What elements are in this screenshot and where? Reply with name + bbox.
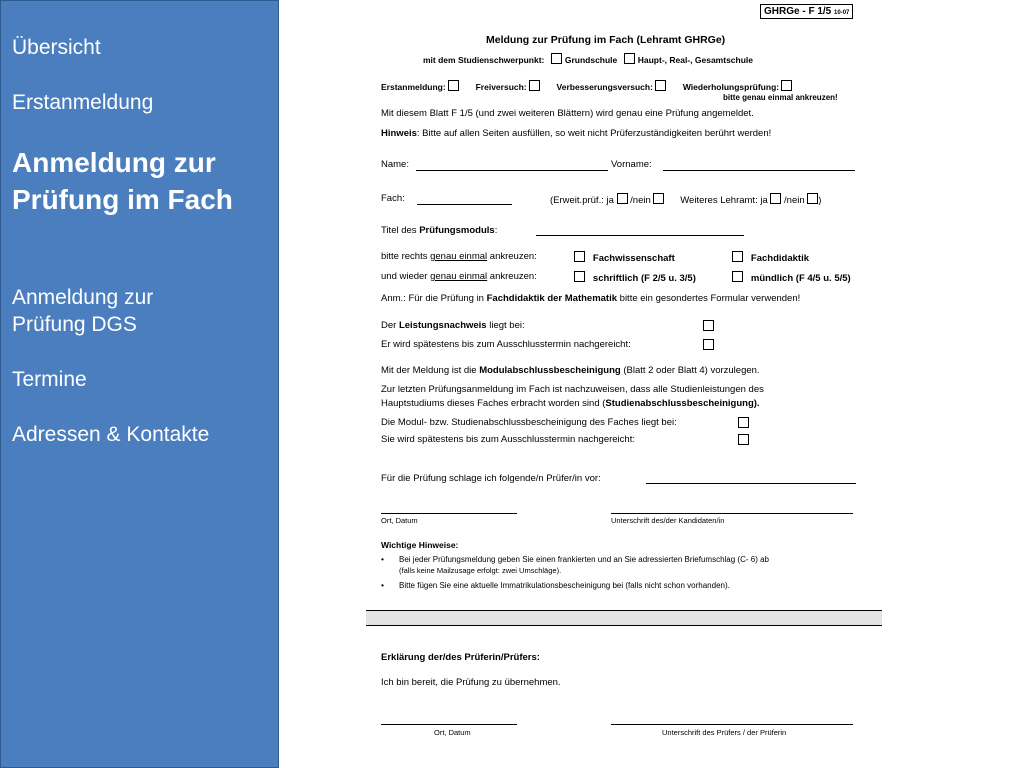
leistung-post: liegt bei: xyxy=(486,320,525,331)
bullet-2: • xyxy=(381,580,384,590)
letzten-line2-bold: Studienabschlussbescheinigung). xyxy=(605,398,760,409)
erstanmeldung-label: Erstanmeldung: xyxy=(381,82,446,92)
modul-bzw-label: Die Modul- bzw. Studienabschlussbescheinigung des Faches liegt bei: xyxy=(381,417,677,428)
form-title: Meldung zur Prüfung im Fach (Lehramt GHRGe) xyxy=(486,34,726,46)
letzten-line2-pre: Hauptstudiums dieses Faches erbracht worden sind ( xyxy=(381,398,606,409)
fach-field-line[interactable] xyxy=(417,204,512,205)
erweit-nein-label: /nein xyxy=(630,195,651,206)
fachdidaktik-label: Fachdidaktik xyxy=(750,253,809,264)
separator-band xyxy=(366,610,882,626)
close-paren: ) xyxy=(818,195,822,206)
unterschrift-pruefer-label: Unterschrift des Prüfers / der Prüferin xyxy=(662,728,787,737)
anm-bold: Fachdidaktik der Mathematik xyxy=(486,293,618,304)
checkbox-erstanmeldung[interactable] xyxy=(448,80,459,91)
erklaerung-pruefer-title: Erklärung der/des Prüferin/Prüfers: xyxy=(381,652,540,663)
nachgereicht-1-checkbox-wrap xyxy=(703,339,714,353)
ort-datum-2-line[interactable] xyxy=(381,724,517,725)
checkbox-erweit-ja[interactable] xyxy=(617,193,628,204)
weiteres-nein-label: /nein xyxy=(784,195,805,206)
titel-pruefungsmodul-label xyxy=(381,225,497,237)
titel-bold: Prüfungsmoduls xyxy=(419,225,495,236)
bereit-text: Ich bin bereit, die Prüfung zu übernehmen. xyxy=(381,677,561,688)
leistung-pre: Der xyxy=(381,320,399,331)
checkbox-schriftlich[interactable] xyxy=(574,271,585,282)
checkbox-fachwissenschaft[interactable] xyxy=(574,251,585,262)
sidebar-nav xyxy=(0,0,279,768)
schwerpunkt-option-grundschule: Grundschule xyxy=(564,55,618,65)
modul-pre: Mit der Meldung ist die xyxy=(381,365,480,376)
titel-field-line[interactable] xyxy=(536,235,744,236)
bullet-1: • xyxy=(381,554,384,564)
checkbox-modul-bzw[interactable] xyxy=(738,417,749,428)
hinweis-2: Bitte fügen Sie eine aktuelle Immatrikulationsbescheinigung bei (falls nicht schon vorhanden). xyxy=(399,581,730,590)
modul-post: (Blatt 2 oder Blatt 4) vorzulegen. xyxy=(620,365,760,376)
checkbox-freiversuch[interactable] xyxy=(529,80,540,91)
checkbox-haupt-real-gesamtschule[interactable] xyxy=(624,53,635,64)
fachwissenschaft-option xyxy=(574,251,675,265)
rechts-post: ankreuzen: xyxy=(487,251,537,262)
nav-item-anmeldung-dgs[interactable]: Anmeldung zur Prüfung DGS xyxy=(12,286,154,336)
checkbox-weiteres-nein[interactable] xyxy=(807,193,818,204)
unterschrift-pruefer-line[interactable] xyxy=(611,724,853,725)
erweit-row xyxy=(550,193,821,207)
titel-colon: : xyxy=(494,225,498,236)
titel-prefix: Titel des xyxy=(381,225,420,236)
wieder-pre: und wieder xyxy=(381,271,431,282)
form-document xyxy=(366,0,882,768)
pruefer-vorschlag-line[interactable] xyxy=(646,483,856,484)
modul-bzw-checkbox-wrap xyxy=(738,417,749,431)
checkbox-wiederholung[interactable] xyxy=(781,80,792,91)
erweit-label: (Erweit.prüf.: ja xyxy=(550,195,614,206)
wichtige-hinweise-title: Wichtige Hinweise: xyxy=(381,540,459,550)
ort-datum-2-label: Ort, Datum xyxy=(434,728,471,737)
ort-datum-label: Ort, Datum xyxy=(381,516,418,525)
hinweis-1-line1: Bei jeder Prüfungsmeldung geben Sie einen frankierten und an Sie adressierten Briefumschlag (C- 6) ab xyxy=(399,555,769,564)
bitte-einmal-note: bitte genau einmal ankreuzen! xyxy=(723,93,838,102)
name-label: Name: xyxy=(381,159,409,170)
leistungsnachweis-checkbox-wrap xyxy=(703,320,714,334)
letzten-line2 xyxy=(381,398,760,410)
fachdidaktik-option xyxy=(732,251,809,265)
schriftlich-label: schriftlich (F 2/5 u. 3/5) xyxy=(592,273,696,284)
checkbox-fachdidaktik[interactable] xyxy=(732,251,743,262)
weiteres-lehramt-label: Weiteres Lehramt: ja xyxy=(680,195,768,206)
schwerpunkt-row xyxy=(423,53,753,66)
checkbox-nachgereicht-1[interactable] xyxy=(703,339,714,350)
checkbox-erweit-nein[interactable] xyxy=(653,193,664,204)
modul-bold: Modulabschlussbescheinigung xyxy=(479,365,621,376)
nav-item-anmeldung-fach-active[interactable]: Anmeldung zur Prüfung im Fach xyxy=(12,147,233,215)
hinweis-text xyxy=(381,128,771,140)
freiversuch-label: Freiversuch: xyxy=(475,82,527,92)
muendlich-label: mündlich (F 4/5 u. 5/5) xyxy=(750,273,851,284)
checkbox-muendlich[interactable] xyxy=(732,271,743,282)
fachwissenschaft-label: Fachwissenschaft xyxy=(592,253,675,264)
form-code-version: 10-07 xyxy=(834,10,850,16)
anm-post: bitte ein gesondertes Formular verwenden! xyxy=(617,293,801,304)
letzten-line1: Zur letzten Prüfungsanmeldung im Fach ist nachzuweisen, dass alle Studienleistungen des xyxy=(381,384,764,395)
leistungsnachweis-label xyxy=(381,320,525,332)
nav-item-erstanmeldung[interactable]: Erstanmeldung xyxy=(12,91,154,114)
ort-datum-line[interactable] xyxy=(381,513,517,514)
hinweis-label: Hinweis xyxy=(381,128,417,139)
unterschrift-kandidat-label: Unterschrift des/der Kandidaten/in xyxy=(611,516,725,525)
muendlich-option xyxy=(732,271,851,285)
name-field-line[interactable] xyxy=(416,170,608,171)
hinweis-body: : Bitte auf allen Seiten ausfüllen, so weit nicht Prüferzuständigkeiten berührt werden! xyxy=(416,128,772,139)
genau-einmal-2: genau einmal xyxy=(430,271,488,282)
verbesserung-label: Verbesserungsversuch: xyxy=(556,82,653,92)
nav-item-adressen-kontakte[interactable]: Adressen & Kontakte xyxy=(12,423,210,446)
vorname-field-line[interactable] xyxy=(663,170,855,171)
leistung-bold: Leistungsnachweis xyxy=(398,320,487,331)
form-code: GHRGe - F 1/5 xyxy=(764,6,832,17)
schwerpunkt-option-haupt-real: Haupt-, Real-, Gesamtschule xyxy=(637,55,754,65)
wieder-post: ankreuzen: xyxy=(487,271,537,282)
intro-text: Mit diesem Blatt F 1/5 (und zwei weiteren Blättern) wird genau eine Prüfung angemeldet. xyxy=(381,108,754,119)
nachgereicht-1-label: Er wird spätestens bis zum Ausschlusstermin nachgereicht: xyxy=(381,339,631,350)
anm-fachdidaktik-mathematik xyxy=(381,293,800,305)
checkbox-verbesserung[interactable] xyxy=(655,80,666,91)
rechts-pre: bitte rechts xyxy=(381,251,431,262)
pruefer-vorschlag-label: Für die Prüfung schlage ich folgende/n Prüfer/in vor: xyxy=(381,473,601,484)
rechts-ankreuzen-label xyxy=(381,251,537,263)
vorname-label: Vorname: xyxy=(611,159,652,170)
nachgereicht-2-checkbox-wrap xyxy=(738,434,749,448)
wiederholung-label: Wiederholungsprüfung: xyxy=(682,82,780,92)
unterschrift-kandidat-line[interactable] xyxy=(611,513,853,514)
hinweis-1-line2: (falls keine Mailzusage erfolgt: zwei Umschläge). xyxy=(399,566,562,575)
genau-einmal-1: genau einmal xyxy=(430,251,488,262)
modulabschluss-label xyxy=(381,365,760,377)
checkbox-weiteres-ja[interactable] xyxy=(770,193,781,204)
form-code-box xyxy=(760,4,853,19)
checkbox-grundschule[interactable] xyxy=(551,53,562,64)
schwerpunkt-label: mit dem Studienschwerpunkt: xyxy=(423,55,545,65)
nav-item-termine[interactable]: Termine xyxy=(12,368,87,391)
nachgereicht-2-label: Sie wird spätestens bis zum Ausschlusstermin nachgereicht: xyxy=(381,434,635,445)
schriftlich-option xyxy=(574,271,696,285)
anm-pre: Anm.: Für die Prüfung in xyxy=(381,293,487,304)
checkbox-leistungsnachweis[interactable] xyxy=(703,320,714,331)
fach-label: Fach: xyxy=(381,193,405,204)
wieder-ankreuzen-label xyxy=(381,271,537,283)
checkbox-nachgereicht-2[interactable] xyxy=(738,434,749,445)
nav-item-uebersicht[interactable]: Übersicht xyxy=(12,36,101,59)
